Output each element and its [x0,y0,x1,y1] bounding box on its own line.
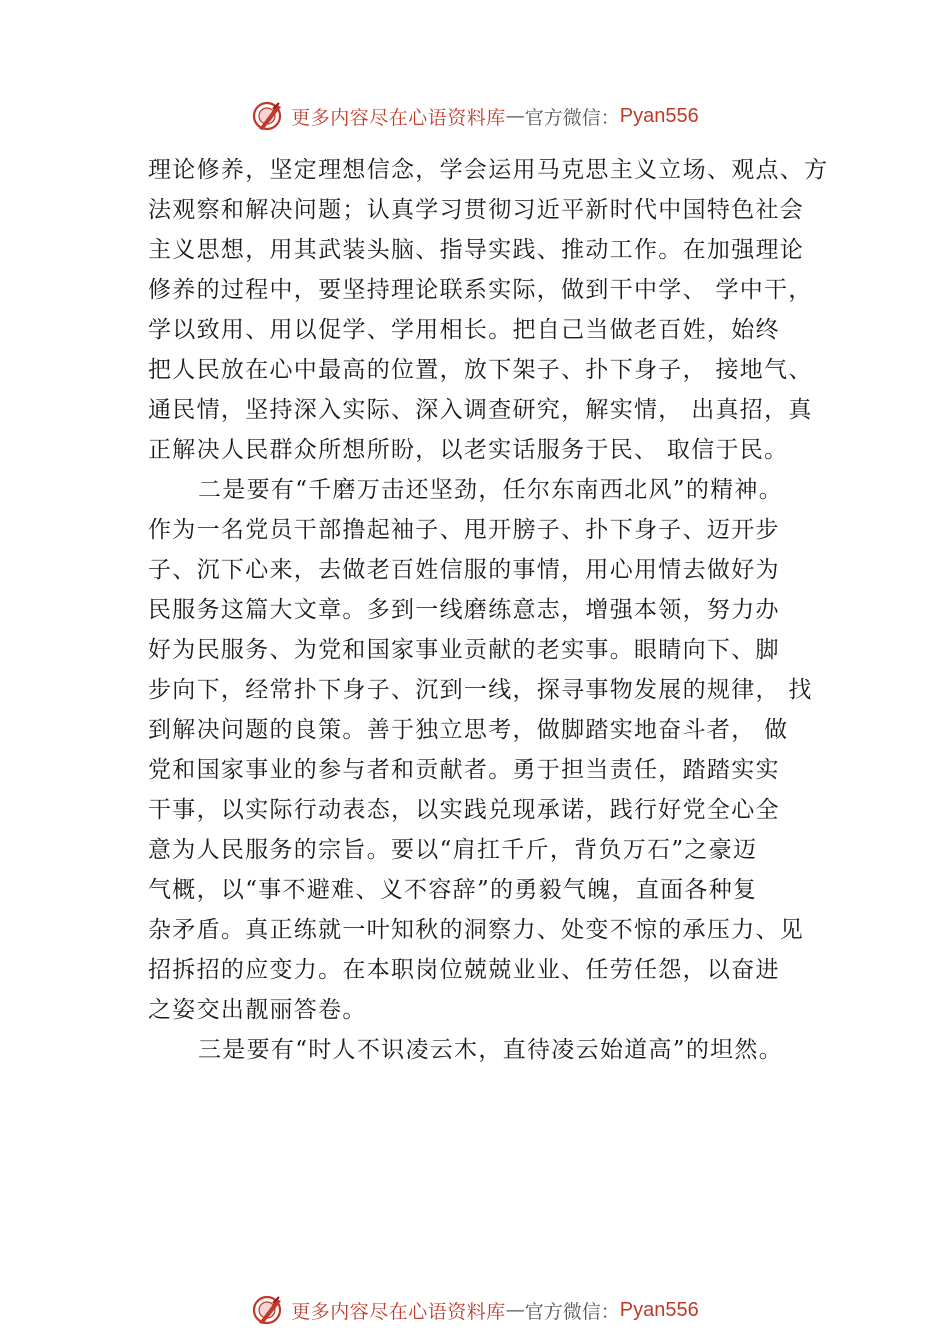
body-line: 杂矛盾。真正练就一叶知秋的洞察力、处变不惊的承压力、见 [148,917,805,943]
document-body [148,150,828,1070]
body-line: 修养的过程中，要坚持理论联系实际，做到干中学、 学中干， [148,277,813,303]
paragraph-heading: 二是要有“千磨万击还坚劲，任尔东南西北风”的精神。 [198,477,784,503]
footer-title: 更多内容尽在心语资料库 [291,1300,506,1323]
body-line: 正解决人民群众所想所盼，以老实话服务于民、 取信于民。 [148,437,789,463]
header-label: 官方微信： [524,106,620,129]
body-line: 理论修养，坚定理想信念，学会运用马克思主义立场、观点、方 [148,157,829,183]
paragraph-heading: 三是要有“时人不识凌云木，直待凌云始道高”的坦然。 [198,1037,784,1063]
body-line: 民服务这篇大文章。多到一线磨练意志，增强本领，努力办 [148,597,780,623]
body-line: 步向下，经常扑下身子、沉到一线，探寻事物发展的规律， 找 [148,677,813,703]
header-dash: — [505,105,525,127]
body-line: 主义思想，用其武装头脑、指导实践、推动工作。在加强理论 [148,237,805,263]
body-line: 到解决问题的良策。善于独立思考，做脚踏实地奋斗者， 做 [148,717,789,743]
body-line: 子、沉下心来，去做老百姓信服的事情，用心用情去做好为 [148,557,780,583]
header-title: 更多内容尽在心语资料库 [291,106,506,129]
body-line: 学以致用、用以促学、学用相长。把自己当做老百姓，始终 [148,317,780,343]
footer-dash: — [505,1299,525,1321]
body-line: 意为人民服务的宗旨。要以“肩扛千斤，背负万石”之豪迈 [148,837,758,863]
body-line: 气概，以“事不避难、义不容辞”的勇毅气魄，直面各种复 [148,877,758,903]
footer-label: 官方微信： [524,1300,620,1323]
header-handle: Pyan556 [619,104,699,127]
body-line: 之姿交出靓丽答卷。 [148,997,367,1023]
body-line: 法观察和解决问题；认真学习贯彻习近平新时代中国特色社会 [148,197,805,223]
quill-logo-icon [251,99,285,133]
body-line: 把人民放在心中最高的位置，放下架子、扑下身子， 接地气、 [148,357,813,383]
footer-handle: Pyan556 [619,1298,699,1321]
body-line: 好为民服务、为党和国家事业贡献的老实事。眼睛向下、脚 [148,637,780,663]
body-line: 作为一名党员干部撸起袖子、甩开膀子、扑下身子、迈开步 [148,517,780,543]
body-line: 通民情，坚持深入实际、深入调查研究，解实情， 出真招，真 [148,397,813,423]
header-banner [0,96,950,136]
body-line: 干事，以实际行动表态，以实践兑现承诺，践行好党全心全 [148,797,780,823]
footer-banner [0,1290,950,1330]
body-line: 招拆招的应变力。在本职岗位兢兢业业、任劳任怨，以奋进 [148,957,780,983]
quill-logo-icon [251,1293,285,1327]
body-line: 党和国家事业的参与者和贡献者。勇于担当责任，踏踏实实 [148,757,780,783]
